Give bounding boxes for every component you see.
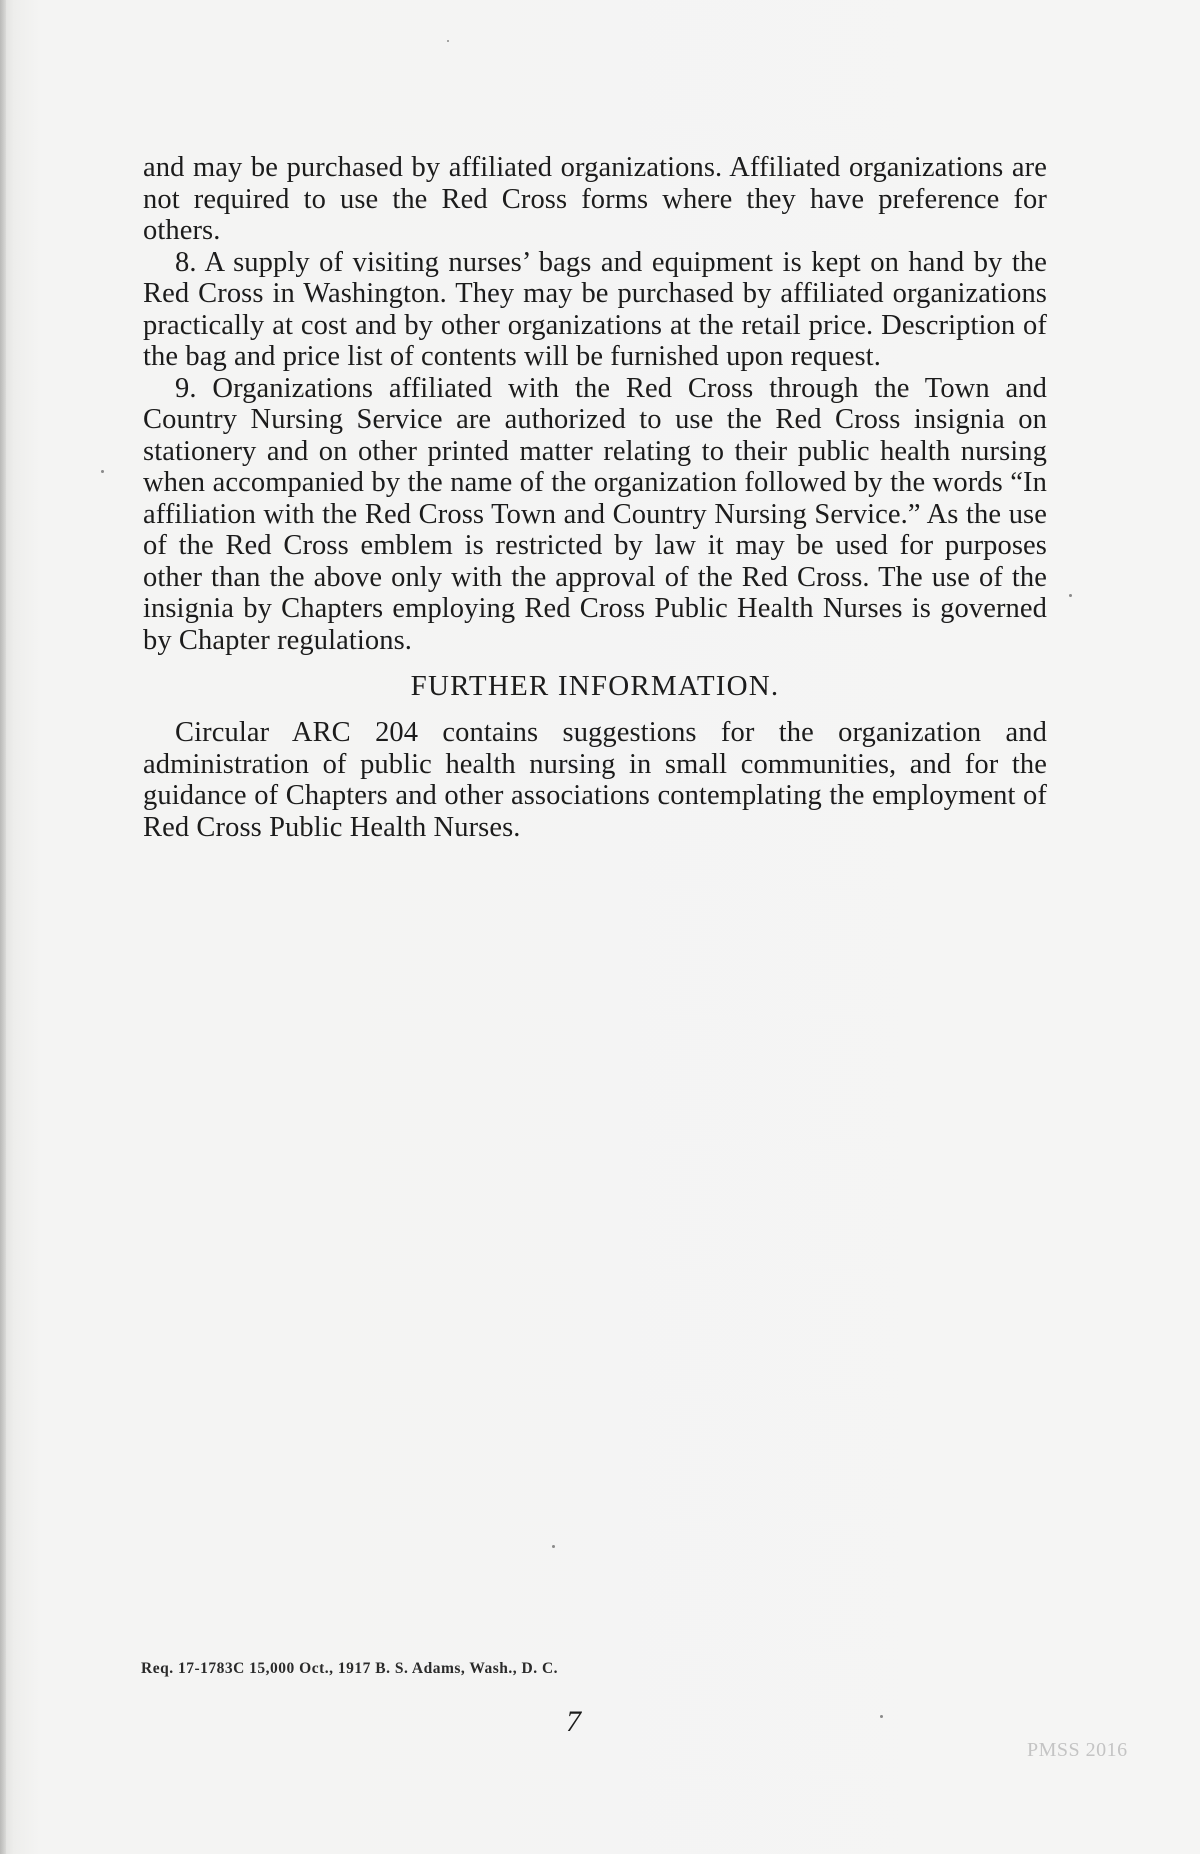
scan-speck <box>101 470 104 473</box>
scan-speck <box>447 40 449 42</box>
section-heading: FURTHER INFORMATION. <box>410 670 780 702</box>
scan-speck <box>880 1715 883 1718</box>
binding-edge <box>0 0 6 1854</box>
archive-watermark: PMSS 2016 <box>1027 1739 1128 1761</box>
body-text <box>143 152 1047 843</box>
paragraph-item-9: 9. Organizations affiliated with the Red Cross through the Town and Country Nursing Service are authorized to use the Red Cross insignia on stationery and on other printed matter relating to their public health nursing when accompanied by the name of the organization followed by the words “In affiliation with the Red Cross Town and Country Nursing Service.” As the use of the Red Cross emblem is restricted by law it may be used for purposes other than the above only with the approval of the Red Cross. The use of the insignia by Chapters employing Red Cross Public Health Nurses is governed by Chapter regulations. <box>143 372 1047 656</box>
scan-speck <box>1069 594 1072 597</box>
scan-speck <box>552 1545 555 1548</box>
page-number: 7 <box>566 1705 581 1738</box>
paragraph-continuation: and may be purchased by affiliated organizations. Affiliated organizations are not required to use the Red Cross forms where they have preference for others. <box>143 152 1047 246</box>
paragraph-further-information: Circular ARC 204 contains suggestions for the organization and administration of public health nursing in small communities, and for the guidance of Chapters and other associations contemplating the employment of Red Cross Public Health Nurses. <box>143 717 1047 843</box>
printer-imprint: Req. 17-1783C 15,000 Oct., 1917 B. S. Adams, Wash., D. C. <box>141 1660 559 1677</box>
paragraph-item-8: 8. A supply of visiting nurses’ bags and equipment is kept on hand by the Red Cross in Washington. They may be purchased by affiliated organizations practically at cost and by other organizations at the retail price. Description of the bag and price list of contents will be furnished upon request. <box>143 246 1047 372</box>
